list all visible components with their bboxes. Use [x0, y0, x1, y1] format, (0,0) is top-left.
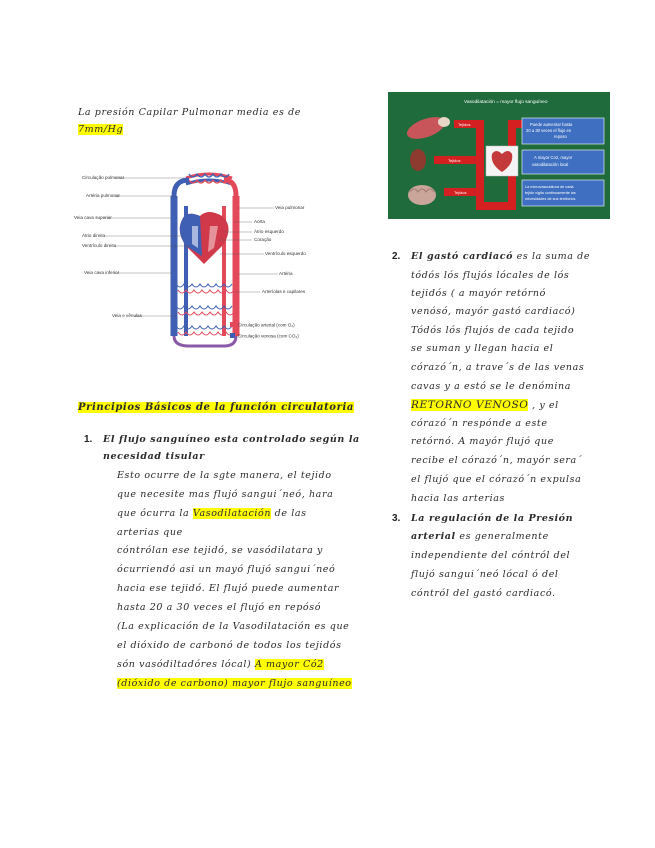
item1-line6: ócurriendó asi un mayó flujó sangui´neó — [117, 564, 336, 575]
item1-line12: (dióxido de carbono) mayor flujo sanguíneo — [117, 678, 352, 689]
label-veias-venulas: Veia e vênulas — [112, 313, 142, 318]
item2-line9 — [411, 399, 559, 411]
label-ventriculo-esquerdo: Ventrículo esquerdo — [265, 251, 306, 256]
item1-line11 — [117, 659, 324, 670]
item3-line2-rest: es generalmente — [455, 531, 549, 542]
item2-line12: recibe el córazó´n, mayór sera´ — [411, 455, 583, 466]
label-aorta: Aorta — [254, 219, 265, 224]
infographic-tejidos-3: Tejidos — [454, 190, 467, 195]
item3-line2 — [411, 531, 549, 542]
item1-line3 — [117, 508, 307, 519]
item1-line2: que necesite mas flujó sangui´neó, hara — [117, 489, 334, 500]
label-vena-cava-superior: Veia cava superior — [74, 215, 112, 220]
infographic-box3-line1: La microvasculatura de cada — [525, 185, 574, 189]
legend-arterial: Circulação arterial (com O₂) — [238, 322, 295, 328]
label-veia-pulmonar: Veia pulmonar — [275, 205, 305, 210]
item2-line9-rest: , y el — [528, 400, 559, 411]
item1-title-line1: El flujo sanguíneo esta controlado según la — [103, 434, 360, 445]
label-coracao: Coração — [254, 237, 272, 242]
item2-line5: Tódós lós flujós de cada tejido — [411, 325, 575, 336]
item2-line6: se suman y llegan hacia el — [411, 343, 554, 354]
item2-line10: córazó´n respónde a este — [411, 418, 548, 429]
item1-line9: (La explicación de la Vasodilatación es que — [117, 621, 350, 632]
mayor-co2-highlight: A mayor Có2 — [254, 659, 324, 670]
item2-line2: tódós lós flujós lócales de lós — [411, 270, 570, 281]
infographic-header: Vasodilatación = mayor flujo sanguíneo — [464, 100, 548, 105]
item2-line7: córazó´n, a trave´s de las venas — [411, 362, 585, 373]
infographic-box3-line2: tejido vigila continuamente las — [525, 191, 576, 195]
vasodilatacion-highlight: Vasodilatación — [192, 508, 272, 519]
infographic-box2-line2: vasodilatación local — [532, 162, 569, 167]
label-arteriolas-capilares: Arteríolas e capilares — [262, 289, 306, 294]
intro-line-1: La presión Capilar Pulmonar media es de — [78, 107, 301, 118]
item2-line3: tejidós ( a mayór retórnó — [411, 288, 546, 299]
legend-venosa: Circulação venosa (com CO₂) — [238, 333, 299, 339]
item1-number: 1. — [84, 434, 93, 445]
retorno-venoso-highlight: RETORNO VENOSO — [411, 399, 529, 411]
infographic-box2-line1: A mayor Co2, mayor — [534, 155, 573, 160]
item2-line1 — [411, 251, 590, 262]
item1-line4: arterias que — [117, 527, 183, 538]
vasodilation-infographic — [388, 92, 610, 219]
item2-number: 2. — [392, 251, 401, 262]
item1-line3-a: que ócurra la — [117, 508, 193, 519]
item2-line8: cavas y a estó se le denómina — [411, 381, 572, 392]
item3-number: 3. — [392, 513, 401, 524]
infographic-box1-line2: 20 a 30 veces el flujo en — [526, 128, 572, 133]
item3-line3: independiente del cóntról del — [411, 550, 571, 561]
item1-line8: hasta 20 a 30 veces el flujó en repósó — [117, 602, 322, 613]
label-ventriculo-direito: Ventrículo direito — [82, 243, 117, 248]
item1-title-line2: necesidad tisular — [103, 451, 205, 462]
circulation-diagram — [74, 166, 336, 352]
item1-line7: hacia ese tejidó. El flujó puede aumentar — [117, 583, 340, 594]
label-atrio-esquerdo: Átrio esquerdo — [254, 229, 284, 234]
item1-line5: cóntrólan ese tejidó, se vasódilatara y — [117, 545, 323, 556]
label-circ-pulmonar: Circulação pulmonar — [82, 175, 125, 180]
infographic-tejidos-1: Tejidos — [458, 122, 471, 127]
item1-line11-a: són vasódiltadóres lócal) — [117, 659, 255, 670]
label-atrio-direito: Átrio direito — [82, 233, 106, 238]
infographic-box1-line3: reposo — [554, 134, 567, 139]
item2-line4: venósó, mayór gastó cardiacó) — [411, 306, 576, 317]
infographic-box3-line3: necesidades de sus territorios — [525, 197, 576, 201]
label-arteria: Artéria — [279, 271, 293, 276]
label-vena-cava-inferior: Veia cava inferior — [84, 270, 120, 275]
intro-line-2: 7mm/Hg — [78, 124, 124, 135]
item2-line13: el flujó que el córazó´n expulsa — [411, 474, 582, 485]
item2-title: El gastó cardiacó — [411, 251, 514, 262]
item1-line1: Esto ocurre de la sgte manera, el tejido — [117, 470, 332, 481]
item3-line5: cóntról del gastó cardiacó. — [411, 588, 556, 599]
item2-line14: hacia las arterias — [411, 493, 505, 504]
item3-title-line2: arterial — [411, 531, 456, 542]
item3-line4: flujó sangui´neó lócal ó del — [411, 569, 559, 580]
item3-title-line1: La regulación de la Presión — [411, 513, 574, 524]
section-heading: Principios Básicos de la función circulatoria — [78, 402, 354, 413]
item2-line11: retórnó. A mayór flujó que — [411, 436, 554, 447]
item1-line10: el dióxido de carbonó de todos los tejidós — [117, 640, 342, 651]
item2-line1-rest: es la suma de — [513, 251, 591, 262]
item1-line3-c: de las — [271, 508, 307, 519]
infographic-tejidos-2: Tejidos — [448, 158, 461, 163]
infographic-box1-line1: Puede aumentar hasta — [530, 122, 573, 127]
label-arteria-pulmonar: Artéria pulmonar — [86, 193, 120, 198]
